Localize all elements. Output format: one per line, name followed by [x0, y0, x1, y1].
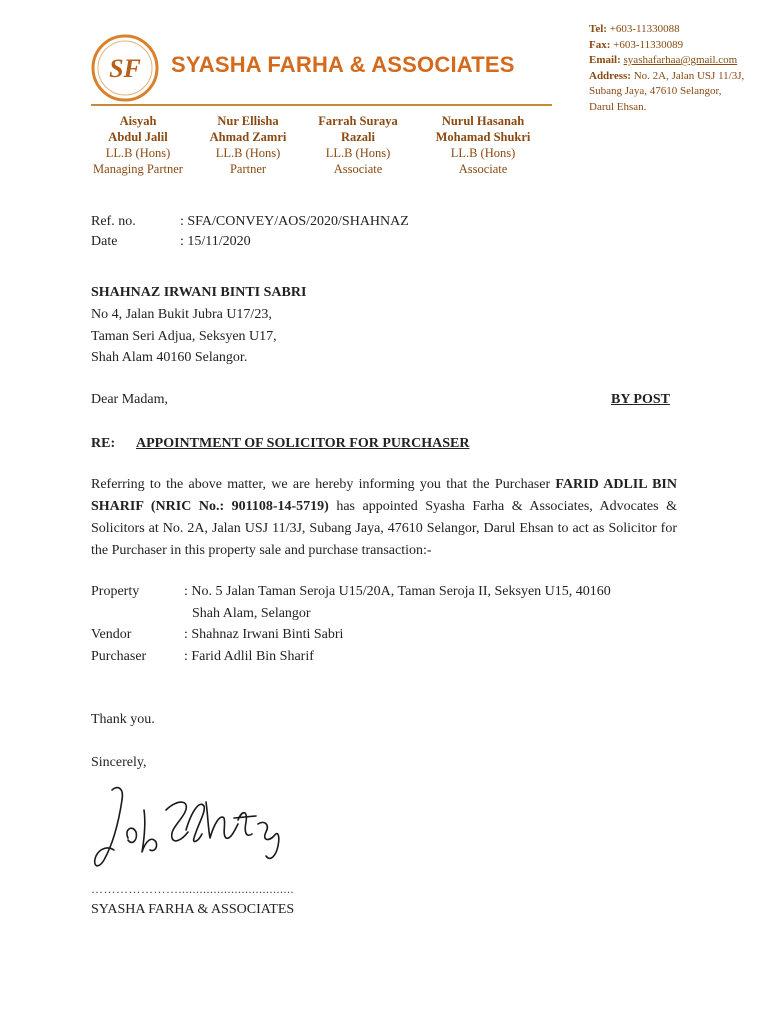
partner-role: Associate — [458, 162, 508, 176]
contact-block — [589, 22, 759, 115]
header-divider — [91, 104, 552, 106]
delivery-method: BY POST — [611, 392, 670, 407]
email-label: Email: — [589, 54, 621, 66]
ref-label: Ref. no. — [91, 214, 136, 229]
ref-value: : SFA/CONVEY/AOS/2020/SHAHNAZ — [180, 214, 409, 229]
fax-line — [589, 38, 759, 54]
salutation: Dear Madam, — [91, 392, 168, 407]
address-label: Address: — [589, 69, 631, 82]
partner-last-name: Razali — [340, 130, 376, 144]
partner-first-name: Aisyah — [119, 114, 157, 128]
address-text-1: No. 2A, Jalan USJ 11/3J, — [633, 69, 745, 82]
partner-last-name: Abdul Jalil — [108, 130, 168, 144]
tel-line — [589, 22, 759, 38]
tel-number: +603-11330088 — [609, 23, 680, 35]
vendor-value: : Shahnaz Irwani Binti Sabri — [184, 627, 344, 642]
fax-label: Fax: — [589, 38, 611, 51]
recipient-name: SHAHNAZ IRWANI BINTI SABRI — [91, 285, 307, 300]
partner-qualification: LL.B (Hons) — [450, 146, 516, 160]
partner-qualification: LL.B (Hons) — [105, 146, 171, 160]
logo-monogram: SF — [109, 54, 141, 83]
tel-label: Tel: — [589, 23, 607, 35]
date-label: Date — [91, 234, 118, 249]
body-text-a: Referring to the above matter, we are hereby informing you that the Purchaser — [91, 477, 556, 492]
address-line-1 — [589, 69, 759, 85]
partner-4 — [418, 113, 548, 177]
partner-role: Partner — [229, 162, 267, 176]
email-link[interactable]: syashafarhaa@gmail.com — [623, 54, 738, 66]
partner-last-name: Ahmad Zamri — [209, 130, 287, 144]
partner-last-name: Mohamad Shukri — [435, 130, 531, 144]
partner-3 — [293, 113, 423, 177]
vendor-label: Vendor — [91, 627, 132, 642]
partner-first-name: Nur Ellisha — [217, 114, 279, 128]
partner-first-name: Nurul Hasanah — [441, 114, 525, 128]
partner-role: Associate — [333, 162, 383, 176]
recipient-address-3: Shah Alam 40160 Selangor. — [91, 350, 248, 365]
partner-qualification: LL.B (Hons) — [325, 146, 391, 160]
purchaser-identity: FARID ADLIL BIN SHARIF (NRIC No.: 901108-14-5719) — [91, 477, 677, 514]
signatory-firm: SYASHA FARHA & ASSOCIATES — [91, 902, 295, 917]
subject-title: APPOINTMENT OF SOLICITOR FOR PURCHASER — [136, 436, 470, 451]
body-paragraph — [91, 474, 677, 562]
partner-qualification: LL.B (Hons) — [215, 146, 281, 160]
subject-prefix: RE: — [91, 436, 116, 451]
firm-logo — [90, 33, 160, 103]
partner-role: Managing Partner — [93, 162, 183, 176]
address-line-2: Subang Jaya, 47610 Selangor, — [589, 85, 722, 97]
sincerely: Sincerely, — [91, 755, 147, 770]
property-value: : No. 5 Jalan Taman Seroja U15/20A, Taman Seroja II, Seksyen U15, 40160 — [184, 584, 611, 599]
fax-number: +603-11330089 — [613, 38, 684, 51]
thank-you: Thank you. — [91, 712, 155, 727]
date-value: : 15/11/2020 — [180, 234, 251, 249]
email-line — [589, 53, 759, 69]
firm-name: SYASHA FARHA & ASSOCIATES — [171, 52, 515, 77]
body-text-b: has appointed Syasha Farha & Associates, Advocates & Solicitors at No. 2A, Jalan USJ 11/3J, Subang Jaya, 47610 Selangor, Darul Ehsan to act as Solicitor for the Purchaser in this property sale and purchase transaction:- — [91, 499, 677, 558]
purchaser-value: : Farid Adlil Bin Sharif — [184, 649, 314, 664]
handwritten-signature — [88, 780, 308, 875]
recipient-address-1: No 4, Jalan Bukit Jubra U17/23, — [91, 307, 272, 322]
property-value-cont: Shah Alam, Selangor — [192, 606, 311, 621]
partner-first-name: Farrah Suraya — [318, 114, 398, 128]
signature-line: …………………................................. — [91, 882, 294, 896]
recipient-address-2: Taman Seri Adjua, Seksyen U17, — [91, 329, 277, 344]
property-label: Property — [91, 584, 140, 599]
address-line-3: Darul Ehsan. — [589, 100, 647, 113]
purchaser-label: Purchaser — [91, 649, 147, 664]
